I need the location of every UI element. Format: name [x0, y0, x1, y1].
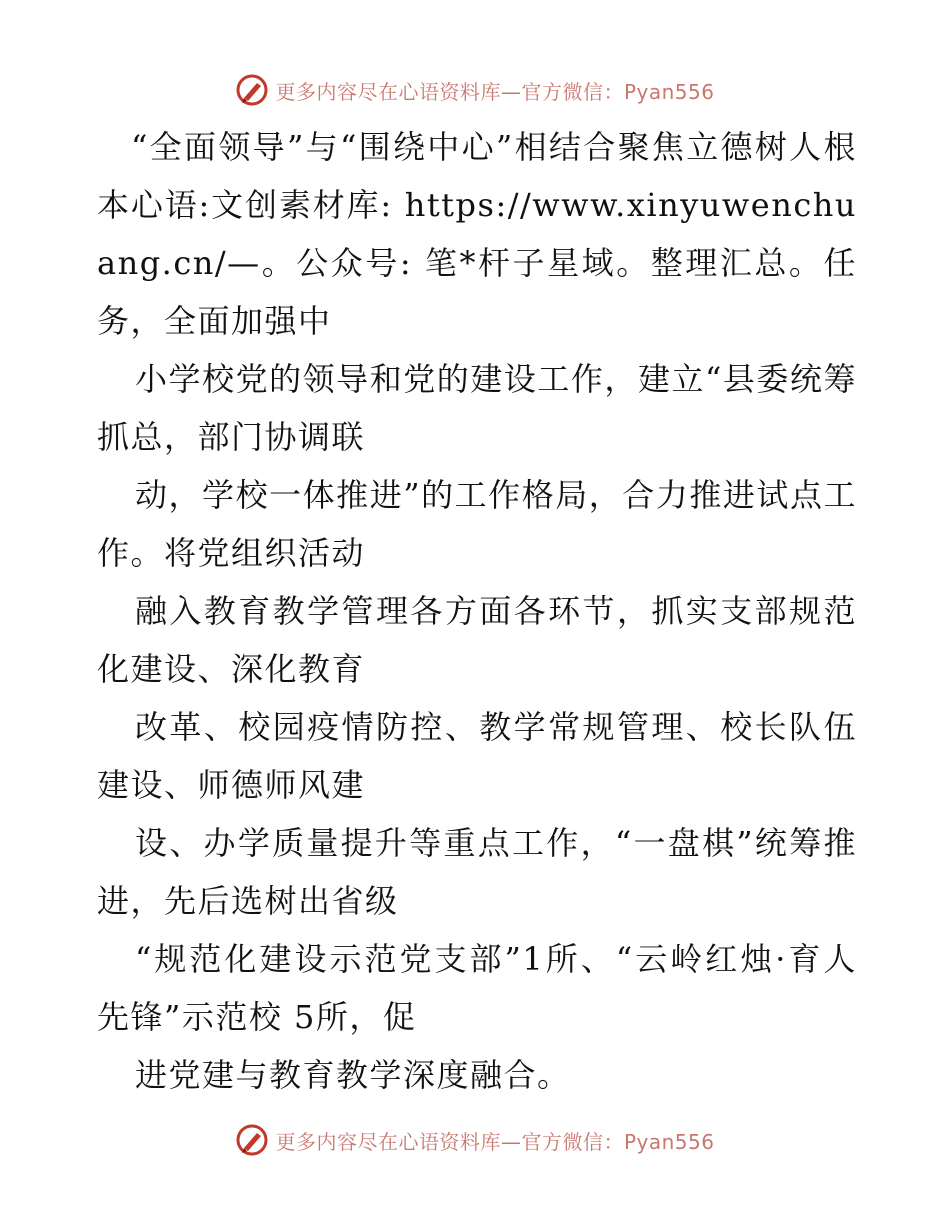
pen-seal-icon	[235, 73, 269, 107]
footer-watermark-text: 更多内容尽在心语资料库—官方微信：Pyan556	[275, 1129, 715, 1154]
paragraph-1: “全面领导”与“围绕中心”相结合聚焦立德树人根本心语:文创素材库: https://www.xinyuwenchuang.cn/—。公众号: 笔*杆子星域。整理汇总。任务，全面加强中	[97, 128, 857, 340]
paragraph-7: “规范化建设示范党支部”1所、“云岭红烛·育人先锋”示范校 5所，促	[97, 940, 857, 1036]
paragraph-6: 设、办学质量提升等重点工作，“一盘棋”统筹推进，先后选树出省级	[97, 824, 857, 920]
header-watermark-text: 更多内容尽在心语资料库—官方微信：Pyan556	[275, 79, 715, 104]
paragraph-5: 改革、校园疫情防控、教学常规管理、校长队伍建设、师德师风建	[97, 708, 857, 804]
paragraph-2: 小学校党的领导和党的建设工作，建立“县委统筹抓总，部门协调联	[97, 360, 857, 456]
pen-seal-icon	[235, 1123, 269, 1157]
paragraph-4: 融入教育教学管理各方面各环节，抓实支部规范化建设、深化教育	[97, 592, 857, 688]
header-watermark-banner	[0, 70, 950, 110]
paragraph-8: 进党建与教育教学深度融合。	[135, 1056, 571, 1094]
footer-watermark-banner	[0, 1120, 950, 1160]
paragraph-3: 动，学校一体推进”的工作格局，合力推进试点工作。将党组织活动	[97, 476, 857, 572]
document-body	[97, 118, 857, 1104]
